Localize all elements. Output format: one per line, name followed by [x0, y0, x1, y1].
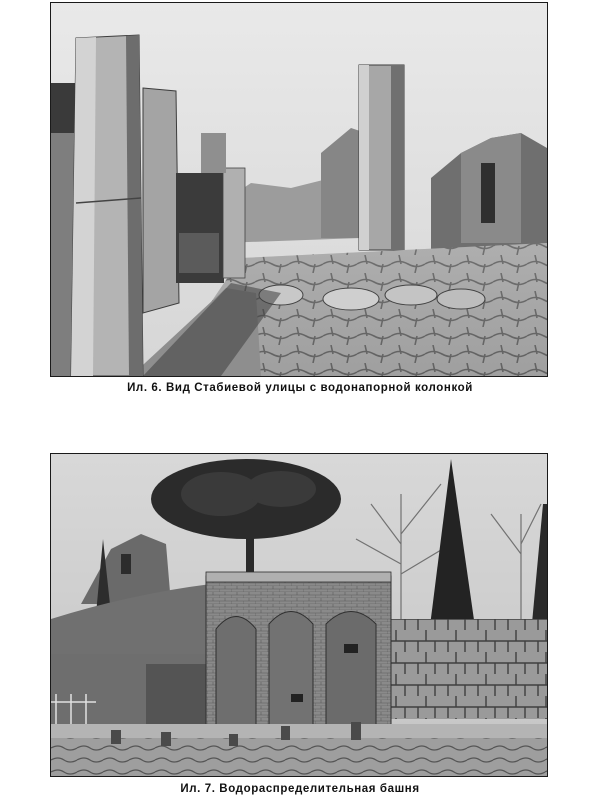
figure-7-photo: [50, 453, 548, 777]
figure-6-photo: [50, 2, 548, 377]
figure-6-caption: Ил. 6. Вид Стабиевой улицы с водонапорной колонкой: [127, 382, 473, 394]
street-with-water-tower-illustration: [51, 3, 547, 376]
figure-7-caption: Ил. 7. Водораспределительная башня: [180, 783, 420, 795]
water-distribution-tower-illustration: [51, 454, 547, 776]
